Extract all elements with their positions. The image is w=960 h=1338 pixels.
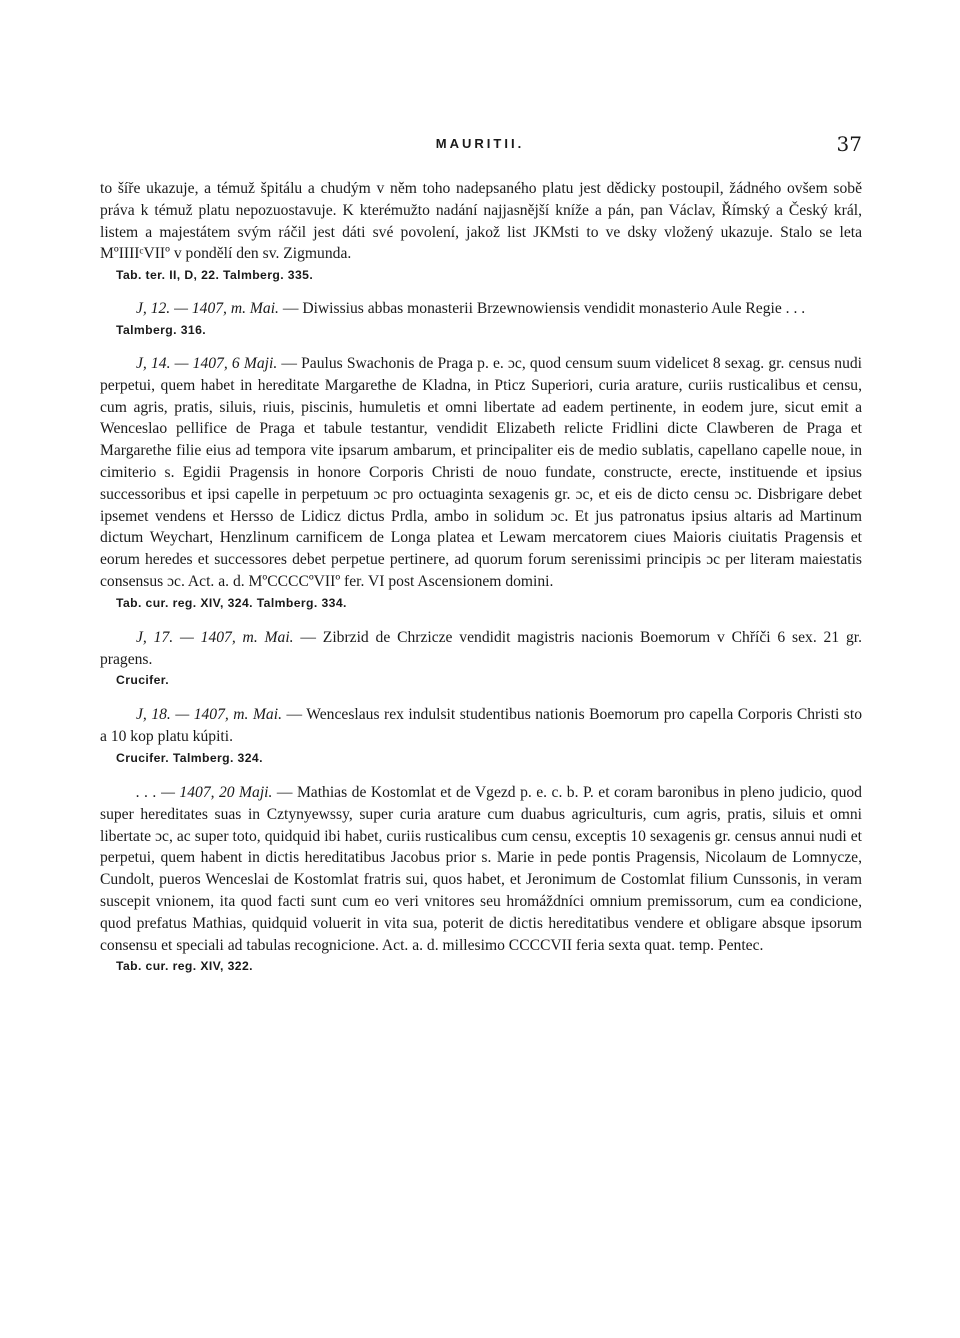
- entry-j18: [100, 704, 862, 748]
- entry-source: Crucifer.: [116, 673, 170, 688]
- entry-source: Tab. ter. II, D, 22. Talmberg. 335.: [116, 268, 314, 283]
- entry-signature: J, 14. — 1407, 6 Maji.: [136, 354, 278, 372]
- entry-j14: [100, 353, 862, 593]
- entry-signature: J, 18. — 1407, m. Mai.: [136, 706, 282, 724]
- entry-signature: J, 12. — 1407, m. Mai.: [136, 300, 279, 318]
- entry-20-maji: [100, 782, 862, 956]
- entry-j12: [100, 298, 862, 320]
- entry-text: — Mathias de Kostomlat et de Vgezd p. e. c. b. P. et coram baronibus in pleno judicio, quod super hereditates suas in Cztynyewssy, super curia arature cum duabus agriculturis, cum agris, pratis, siluis et omni libertate ɔc, ac super toto, quidquid ibi habet, curiis rusticalibus cum censu, exceptis 10 sexagenis gr. census annui nudi et perpetui, quem habent in dictis hereditatibus Jacobus prior s. Marie in pede pontis Pragensis, Nicolaum de Lomnycze, Cundolt, pueros Wenceslai de Kostomlat fratris sui, quos habet, et Jeronimum de Costomlat filium Cunssonis, in veram suscepit vnionem, ita quod facti sunt cum eo veri vnitores seu hromáždníci omnium premissorum, cum ea condicione, quod prefatus Mathias, quidquid voluerit in vita sua, poterit de dictis hereditatibus vendere et obligare absque ipsorum consensu et speciali ad tabulas recognicione. Act. a. d. millesimo CCCCVII feria sexta quat. temp. Pentec.: [100, 783, 862, 954]
- page-body: [100, 178, 862, 976]
- entry-text: — Wenceslaus rex indulsit studentibus nationis Boemorum pro capella Corporis Christi sto a 10 kop platu kúpiti.: [100, 706, 862, 746]
- running-head: MAURITII.: [435, 136, 525, 151]
- entry-continuation-text: to šíře ukazuje, a témuž špitálu a chudým v něm toho nadepsaného platu jest dědicky postoupil, žádného ovšem sobě práva k témuž platu nepozuostavuje. K kterémužto nadání najjasnější kníže a pán, pan Václav, Římský a Český král, listem a majestátem svým ráčil jest dáti své povolení, jakož list JKMsti to ve dsky vložený ukazuje. Stalo se leta MºIIIIᶜVIIº v pondělí den sv. Zigmunda.: [100, 180, 862, 263]
- entry-signature: . . . — 1407, 20 Maji.: [136, 783, 273, 801]
- page-number: 37: [836, 132, 862, 156]
- entry-source: Tab. cur. reg. XIV, 322.: [116, 959, 253, 974]
- entry-source: Tab. cur. reg. XIV, 324. Talmberg. 334.: [116, 595, 347, 610]
- entry-source: Talmberg. 316.: [116, 322, 207, 337]
- entry-j17: [100, 627, 862, 671]
- page-header: [100, 132, 860, 162]
- entry-text: — Paulus Swachonis de Praga p. e. ɔc, quod censum suum videlicet 8 sexag. gr. census nudi perpetui, quem habet in hereditate Margarethe de Kladna, in Pticz Superiori, curia arature, curiis rusticalibus et censu, cum agris, pratis, siluis, riuis, piscinis, humuletis et omni libertate ad eadem pertinente, in eodem jure, sicut emit a Wenceslao pellifice de Praga et tabule testantur, vendidit Elizabeth relicte Fridlini dicte Clawberen de Praga et Margarethe filie eius ad tempora vite ipsarum ambarum, et principaliter eis de medio sublatis, capellano capelle noue, in cimiterio s. Egidii Pragensis in honore Corporis Christi de nouo fundate, constructe, erecte, instituende et ipsius successoribus et ipsi capelle in perpetuum ɔc pro octuaginta sexagenis gr. ɔc, et eis de dicto censu ɔc. Disbrigare debet ipsemet vendens et Hersso de Lidicz dictus Prdla, ambo in solidum ɔc. Et jus patronatus ipsius altaris ad Martinum dictum Weychart, Henzlinum carnificem de Longa platea et Lewam mercatorem ciues Maioris ciuitatis Pragensis et eorum heredes et successores debet perpetue pertinere, ad quorum forum serenissimi principis ɔc per literam maiestatis consensus ɔc. Act. a. d. MºCCCCºVIIº fer. VI post Ascensionem domini.: [100, 354, 863, 590]
- entry-source: Crucifer. Talmberg. 324.: [116, 750, 263, 765]
- entry-text: — Zibrzid de Chrzicze vendidit magistris nacionis Boemorum v Chříči 6 sex. 21 gr. pragens.: [100, 628, 862, 668]
- entry-text: — Diwissius abbas monasterii Brzewnowiensis vendidit monasterio Aule Regie . . .: [278, 300, 806, 318]
- entry-signature: J, 17. — 1407, m. Mai.: [136, 628, 294, 646]
